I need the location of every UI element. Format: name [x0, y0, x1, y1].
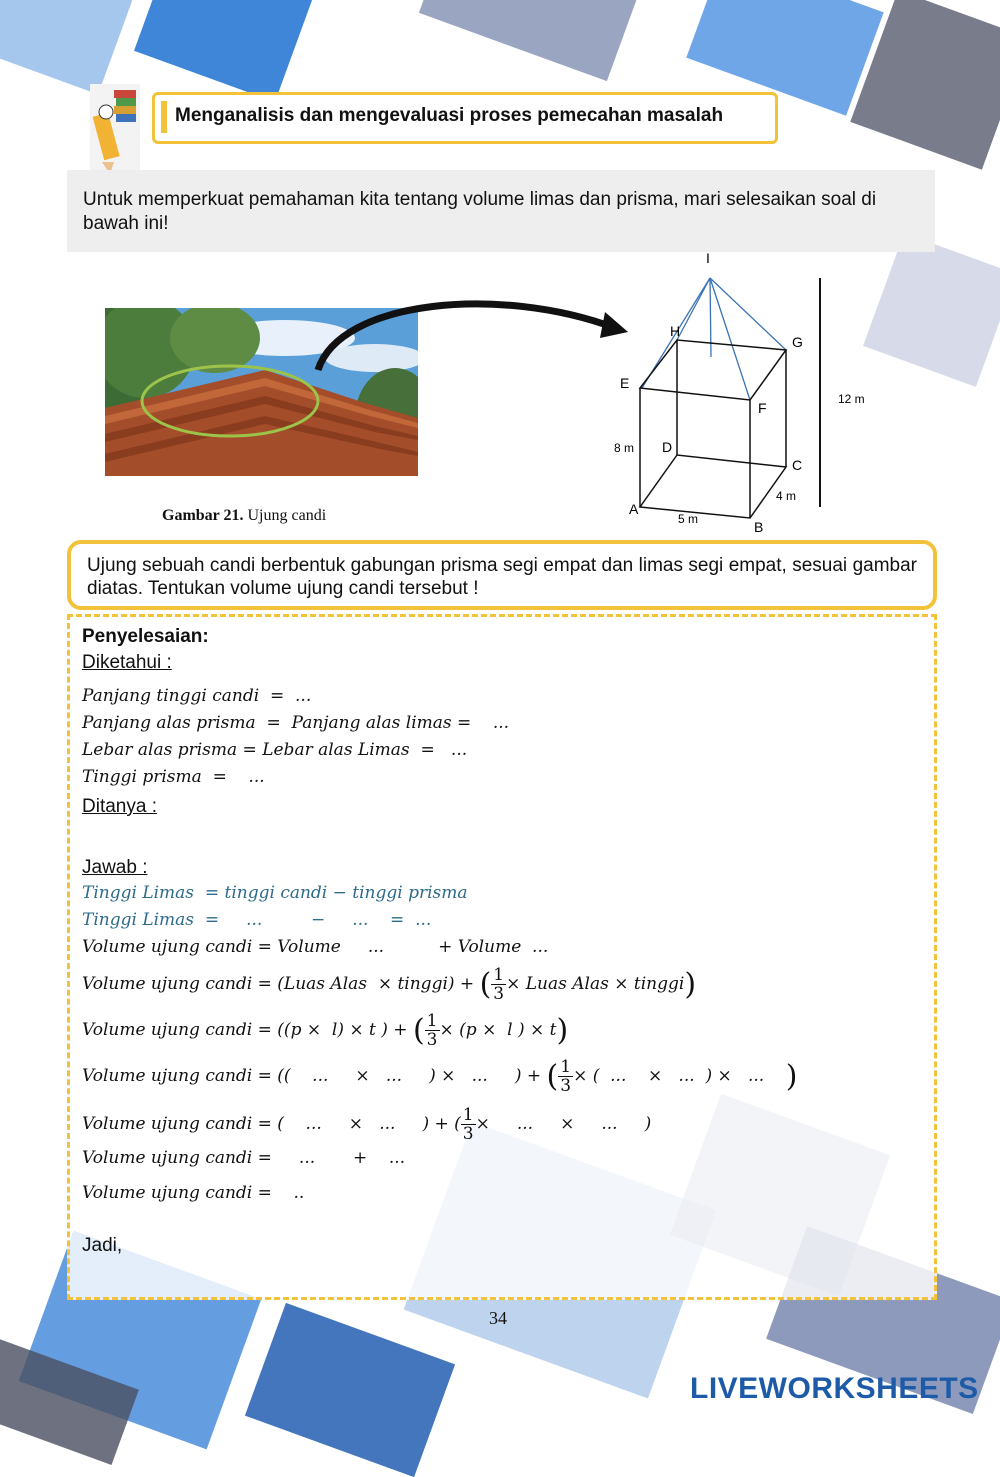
answer-line: Volume ujung candi = Volume ... + Volume ...	[82, 937, 549, 957]
section-header	[152, 92, 778, 144]
line-text: Volume ujung candi = ((p × l) × t ) +	[82, 1020, 413, 1040]
dim-width: 4 m	[776, 489, 797, 503]
numerator: 1	[493, 965, 505, 985]
line-text: Volume ujung candi = (( ... × ... ) × ... ) +	[82, 1066, 547, 1086]
known-item: Tinggi prisma = ...	[82, 767, 265, 787]
paren: (	[412, 1013, 425, 1048]
known-item: Panjang tinggi candi = ...	[82, 686, 312, 706]
logo-text: LIVEWORKSHEETS	[690, 1372, 979, 1405]
decor-square	[134, 0, 316, 102]
fraction-one-third	[558, 1058, 573, 1095]
line-text: × ( ... × ... ) × ...	[573, 1066, 786, 1086]
page-number: 34	[489, 1308, 507, 1328]
pencil-books-icon	[90, 84, 140, 176]
dim-total-height: 12 m	[838, 392, 865, 406]
problem-text: Ujung sebuah candi berbentuk gabungan prisma segi empat dan limas segi empat, sesuai gambar diatas. Tentukan volume ujung candi tersebut !	[87, 555, 917, 599]
arrow-icon	[300, 290, 640, 390]
known-item: Panjang alas prisma = Panjang alas limas = ...	[82, 713, 510, 733]
answer-line	[82, 966, 696, 1003]
numerator: 1	[426, 1011, 438, 1031]
header-icon	[90, 84, 140, 176]
caption-text: Ujung candi	[247, 507, 327, 524]
paren: )	[684, 967, 697, 1002]
intro-box	[67, 170, 935, 252]
line-text: Volume ujung candi = (Luas Alas × tinggi) +	[82, 974, 480, 994]
answer-line: Volume ujung candi = ... + ...	[82, 1148, 406, 1168]
line-text: × (p × l ) × t	[439, 1020, 557, 1040]
fraction-one-third	[425, 1012, 440, 1049]
answer-line: Volume ujung candi = ..	[82, 1183, 305, 1203]
label-B: B	[754, 519, 764, 535]
intro-text: Untuk memperkuat pemahaman kita tentang volume limas dan prisma, mari selesaikan soal di bawah ini!	[83, 189, 877, 234]
paren: (	[546, 1059, 559, 1094]
known-label: Diketahui :	[82, 652, 172, 673]
label-I: I	[706, 250, 710, 266]
problem-box	[67, 540, 937, 610]
answer-line	[82, 1012, 568, 1049]
paren: (	[479, 967, 492, 1002]
caption-label: Gambar 21.	[162, 507, 244, 524]
known-item: Lebar alas prisma = Lebar alas Limas = ...	[82, 740, 468, 760]
numerator: 1	[560, 1057, 572, 1077]
denominator: 3	[560, 1076, 572, 1096]
fraction-one-third	[491, 966, 506, 1003]
label-E: E	[620, 375, 630, 391]
denominator: 3	[493, 984, 505, 1004]
answer-label: Jawab :	[82, 857, 148, 878]
denominator: 3	[462, 1124, 474, 1144]
decor-square	[419, 0, 641, 81]
header-accent-bar	[161, 101, 167, 133]
paren: )	[785, 1059, 798, 1094]
candi-diagram	[600, 245, 890, 540]
line-text: × Luas Alas × tinggi	[506, 974, 685, 994]
answer-line: Tinggi Limas = tinggi candi − tinggi prisma	[82, 883, 468, 903]
label-F: F	[758, 400, 767, 416]
liveworksheets-logo	[690, 1372, 979, 1406]
solution-title: Penyelesaian:	[82, 626, 209, 647]
denominator: 3	[426, 1030, 438, 1050]
decor-square	[0, 0, 132, 94]
answer-line	[82, 1058, 798, 1095]
asked-label: Ditanya :	[82, 796, 157, 817]
answer-line	[82, 1106, 651, 1143]
dim-length: 5 m	[678, 512, 699, 526]
line-text: Volume ujung candi = ( ... × ... ) + (	[82, 1114, 461, 1134]
label-D: D	[662, 439, 673, 455]
figure-caption	[162, 507, 326, 525]
answer-line: Tinggi Limas = ... − ... = ...	[82, 910, 432, 930]
label-H: H	[670, 323, 681, 339]
label-A: A	[629, 501, 639, 517]
section-title: Menganalisis dan mengevaluasi proses pemecahan masalah	[175, 105, 724, 126]
label-G: G	[792, 334, 803, 350]
conclusion: Jadi,	[82, 1235, 123, 1256]
decor-square	[245, 1303, 455, 1477]
label-C: C	[792, 457, 803, 473]
numerator: 1	[462, 1105, 474, 1125]
dim-prism-height: 8 m	[614, 441, 635, 455]
fraction-one-third	[461, 1106, 476, 1143]
paren: )	[556, 1013, 569, 1048]
line-text: × ... × ... )	[475, 1114, 652, 1134]
